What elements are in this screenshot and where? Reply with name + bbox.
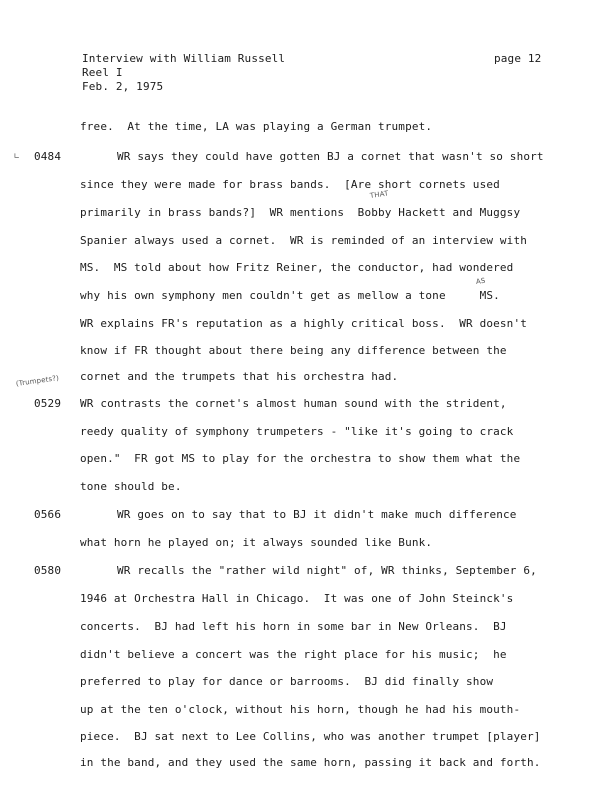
reel-label: Reel I	[82, 66, 123, 79]
transcript-line: up at the ten o'clock, without his horn, though he had his mouth-	[80, 703, 521, 716]
transcript-line: preferred to play for dance or barrooms. BJ did finally show	[80, 675, 494, 688]
transcript-line: why his own symphony men couldn't get as mellow a tone MS.	[80, 289, 500, 302]
margin-tick-mark: ∟	[14, 152, 20, 162]
transcript-line: concerts. BJ had left his horn in some bar in New Orleans. BJ	[80, 620, 507, 633]
transcript-line: cornet and the trumpets that his orchestra had.	[80, 370, 399, 383]
transcript-line: know if FR thought about there being any difference between the	[80, 344, 507, 357]
transcript-line: WR says they could have gotten BJ a cornet that wasn't so short	[117, 150, 544, 163]
transcript-line: piece. BJ sat next to Lee Collins, who was another trumpet [player]	[80, 730, 541, 743]
interview-title: Interview with William Russell	[82, 52, 286, 65]
handwritten-insert-that: THAT	[369, 189, 390, 200]
transcript-line: MS. MS told about how Fritz Reiner, the conductor, had wondered	[80, 261, 514, 274]
transcript-line: WR explains FR's reputation as a highly critical boss. WR doesn't	[80, 317, 527, 330]
transcript-line: tone should be.	[80, 480, 182, 493]
transcript-line: 1946 at Orchestra Hall in Chicago. It was one of John Steinck's	[80, 592, 514, 605]
handwritten-insert-as: AS	[475, 276, 487, 286]
interview-date: Feb. 2, 1975	[82, 80, 164, 93]
transcript-line: free. At the time, LA was playing a German trumpet.	[80, 120, 433, 133]
timecode-0566: 0566	[34, 508, 62, 521]
transcript-line: open." FR got MS to play for the orchestra to show them what the	[80, 452, 521, 465]
timecode-0529: 0529	[34, 397, 62, 410]
transcript-line: reedy quality of symphony trumpeters - "like it's going to crack	[80, 425, 514, 438]
transcript-line: in the band, and they used the same horn, passing it back and forth.	[80, 756, 541, 769]
transcript-line: what horn he played on; it always sounded like Bunk.	[80, 536, 433, 549]
page-number: page 12	[494, 52, 542, 65]
transcript-line: Spanier always used a cornet. WR is reminded of an interview with	[80, 234, 527, 247]
transcript-line: WR contrasts the cornet's almost human sound with the strident,	[80, 397, 507, 410]
timecode-0580: 0580	[34, 564, 62, 577]
timecode-0484: 0484	[34, 150, 62, 163]
transcript-line: WR recalls the "rather wild night" of, WR thinks, September 6,	[117, 564, 537, 577]
handwritten-note-trumpets: (Trumpets?)	[15, 374, 60, 388]
transcript-line: primarily in brass bands?] WR mentions Bobby Hackett and Muggsy	[80, 206, 521, 219]
transcript-line: since they were made for brass bands. [Are short cornets used	[80, 178, 500, 191]
transcript-line: didn't believe a concert was the right place for his music; he	[80, 648, 507, 661]
transcript-line: WR goes on to say that to BJ it didn't make much difference	[117, 508, 517, 521]
